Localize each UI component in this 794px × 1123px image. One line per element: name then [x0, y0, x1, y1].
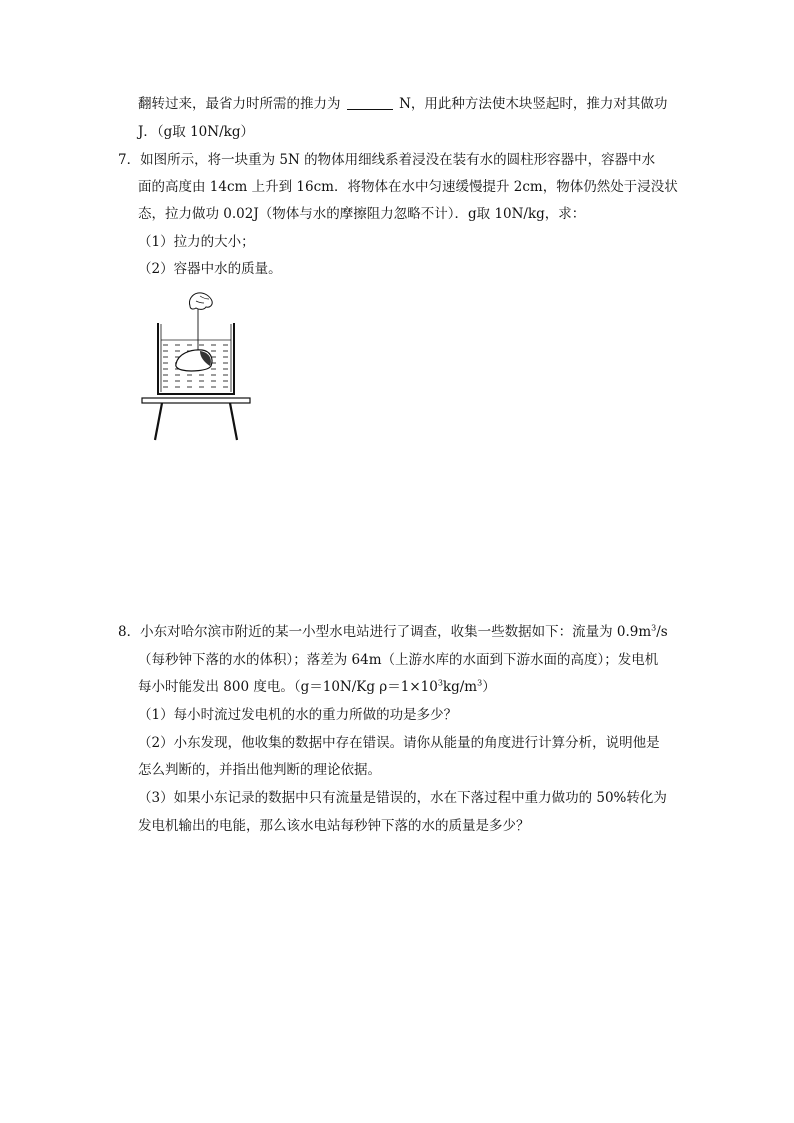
q7-number: 7． [118, 152, 141, 168]
q6-line1-text-a: 翻转过来，最省力时所需的推力为 [138, 96, 341, 112]
q8-line3-text-b: kg/m [442, 679, 478, 695]
q8-sub3-line2: 发电机输出的电能，那么该水电站每秒钟下落的水的质量是多少？ [138, 818, 530, 834]
q8-line2: （每秒钟下落的水的体积）；落差为 64m（上游水库的水面到下游水面的高度）；发电机 [138, 652, 659, 668]
q7-sub2: （2）容器中水的质量。 [138, 261, 282, 277]
q8-line3-sup1: 3 [437, 678, 443, 688]
q7-line3: 态，拉力做功 0.02J（物体与水的摩擦阻力忽略不计）．g取 10N/kg，求： [138, 206, 586, 222]
q8-sub3-line1: （3）如果小东记录的数据中只有流量是错误的，水在下落过程中重力做功的 50%转化为 [138, 790, 667, 806]
q8-line1 [118, 622, 668, 642]
q6-line1 [138, 94, 667, 114]
q8-number: 8． [118, 624, 141, 640]
q8-line1-text-b: /s [656, 624, 668, 640]
q8-line3-sup2: 3 [477, 678, 483, 688]
q8-line1-text-a: 小东对哈尔滨市附近的某一小型水电站进行了调查，收集一些数据如下：流量为 0.9m [140, 624, 652, 640]
hand-icon [189, 293, 212, 310]
q7-line1 [118, 150, 655, 170]
table-leg-right [230, 403, 237, 440]
q7-line2: 面的高度由 14cm 上升到 16cm．将物体在水中匀速缓慢提升 2cm，物体仍然处于浸没状 [138, 179, 678, 195]
table-top [142, 398, 250, 403]
q8-line3-text-a: 每小时能发出 800 度电。（g＝10N/Kg ρ＝1×10 [138, 679, 438, 695]
q6-line1-text-b: N，用此种方法使木块竖起时，推力对其做功 [399, 96, 668, 112]
q8-sub1: （1）每小时流过发电机的水的重力所做的功是多少？ [138, 707, 458, 723]
q6-line2: J．（g取 10N/kg） [138, 124, 254, 140]
q8-line3-text-c: ） [482, 679, 496, 695]
q8-sub2-line2: 怎么判断的，并指出他判断的理论依据。 [138, 762, 381, 778]
q7-line1-text: 如图所示，将一块重为 5N 的物体用细线系着浸没在装有水的圆柱形容器中，容器中水 [140, 152, 656, 168]
q8-line3 [138, 677, 496, 697]
q7-sub1: （1）拉力的大小； [138, 234, 255, 250]
answer-blank[interactable] [347, 95, 393, 110]
q8-sub2-line1: （2）小东发现，他收集的数据中存在错误。请你从能量的角度进行计算分析，说明他是 [138, 735, 660, 751]
table-leg-left [155, 403, 162, 440]
q8-line1-sup: 3 [651, 623, 657, 633]
container-figure [138, 288, 258, 448]
